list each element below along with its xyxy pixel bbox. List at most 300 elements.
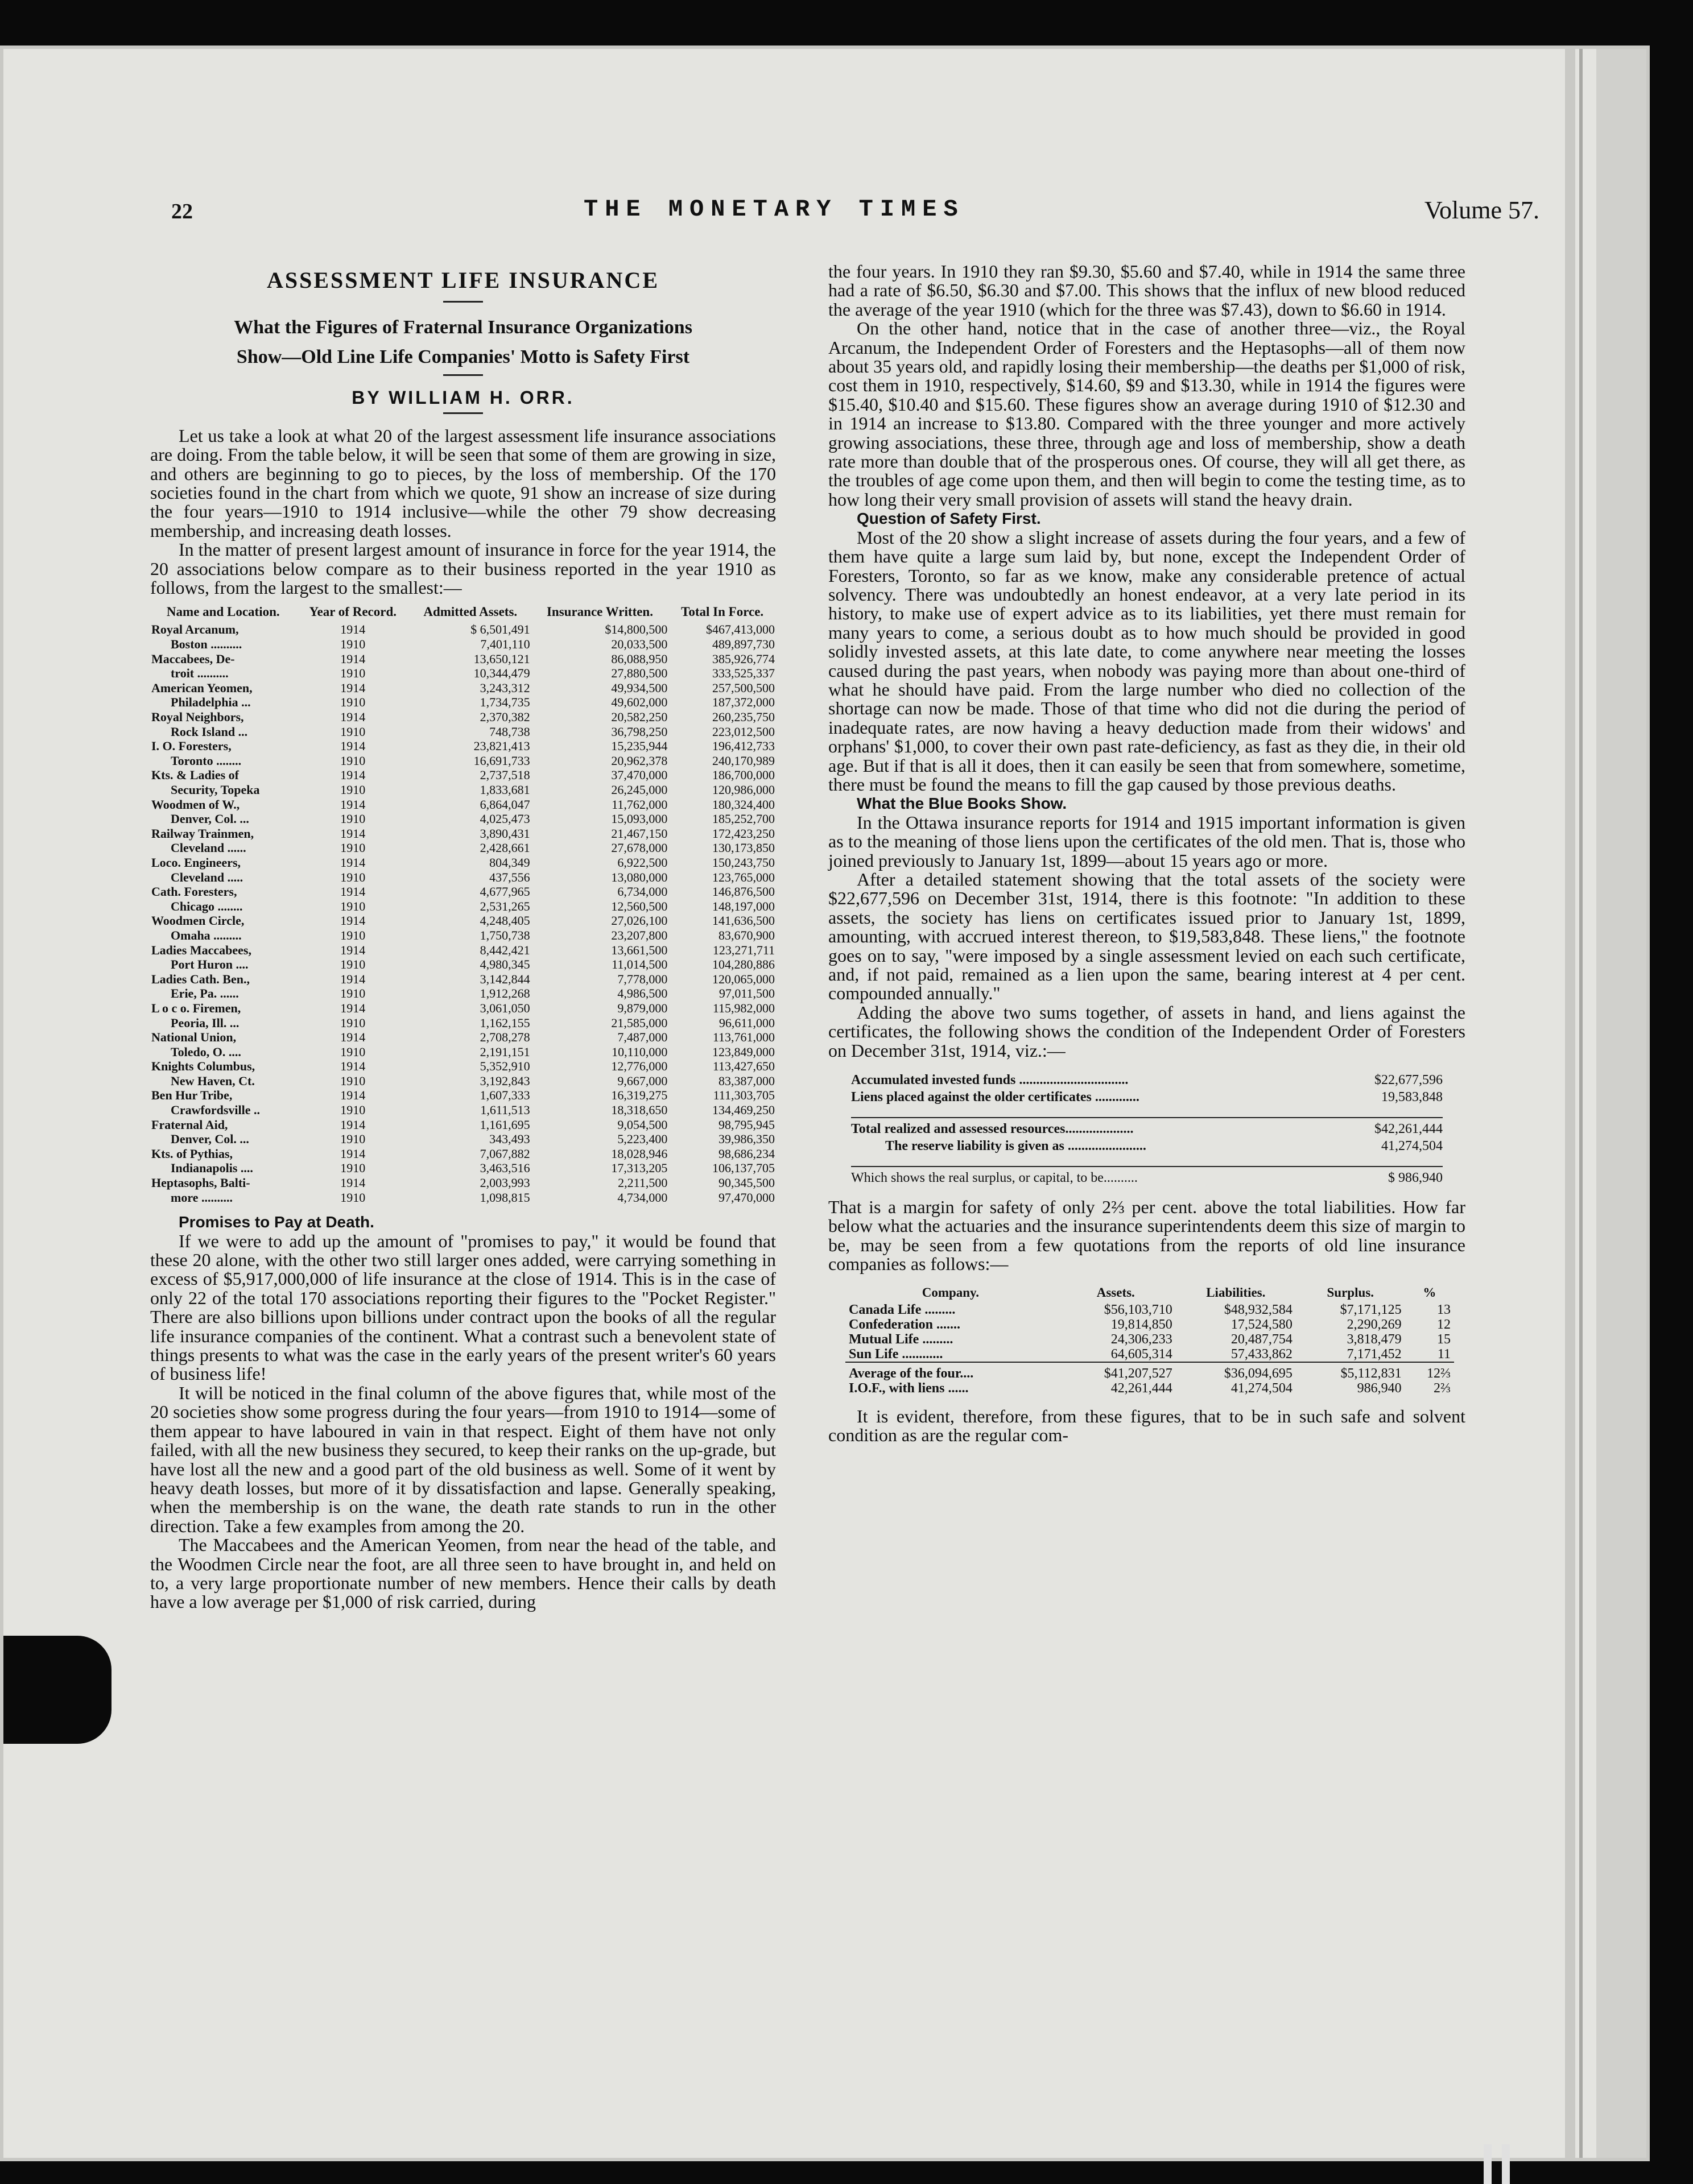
statement-row (851, 1072, 1443, 1089)
cell-force: 187,372,000 (712, 695, 775, 710)
article-subtitle-1: What the Figures of Fraternal Insurance Organizations (234, 317, 692, 338)
iof-statement (851, 1072, 1443, 1186)
cell-force: 115,982,000 (712, 1000, 775, 1015)
cell-force: 106,137,705 (712, 1161, 775, 1176)
table-row (150, 666, 776, 681)
table-row (150, 928, 776, 943)
cell-name: Cleveland ...... (171, 841, 246, 855)
statement-value: $42,261,444 (1374, 1122, 1443, 1137)
cell-assets: 1,098,815 (480, 1190, 530, 1205)
cell-year: 1910 (340, 899, 366, 913)
cell-force: 123,849,000 (712, 1044, 775, 1059)
cell-assets: 2,737,518 (480, 768, 530, 783)
table-row (150, 899, 776, 914)
table-row (150, 972, 776, 987)
cell-company: Canada Life ......... (849, 1302, 956, 1317)
title-rule (443, 301, 483, 303)
table-row (845, 1381, 1454, 1396)
cell-written: 13,661,500 (611, 942, 668, 957)
statement-value: 19,583,848 (1381, 1090, 1443, 1105)
cell-assets: 437,556 (489, 870, 530, 884)
paragraph-intro: Let us take a look at what 20 of the largest assessment life insurance associations are doing. From the table below, it will be seen that some of them are growing in size, and others are beginning to go to pieces, by the loss of membership. Of the 170 societies found in the chart from which we quote, 91 show an increase of size during the four years—1910 to 1914 inclusive—while the other 79 show decreasing membership, and increasing death losses. (150, 425, 776, 541)
table-row (845, 1347, 1454, 1362)
col-header-surplus: Surplus. (1327, 1285, 1374, 1300)
statement-label: Liens placed against the older certificates ............. (851, 1090, 1139, 1105)
statement-row (851, 1089, 1443, 1106)
cell-company: I.O.F., with liens ...... (849, 1380, 969, 1396)
col-header-liabilities: Liabilities. (1206, 1285, 1266, 1300)
cell-assets: 343,493 (489, 1132, 530, 1147)
cell-year: 1910 (340, 637, 366, 652)
cell-assets: 1,734,735 (480, 695, 530, 710)
cell-force: 83,670,900 (719, 928, 775, 942)
cell-name: Boston .......... (171, 637, 242, 652)
col-header-assets: Admitted Assets. (423, 605, 518, 619)
cell-assets: 3,890,431 (480, 826, 530, 841)
table-row (150, 826, 776, 841)
paragraph-adding: Adding the above two sums together, of assets in hand, and liens against the certificates, the following shows the condition of the Independent Order of Foresters on December 31st, 1914, viz.:— (828, 1002, 1465, 1061)
cell-name: Woodmen of W., (151, 797, 240, 812)
cell-name: Toronto ........ (171, 753, 242, 768)
cell-name: Omaha ......... (171, 928, 242, 942)
cell-force: 123,765,000 (712, 870, 775, 884)
table-row (150, 725, 776, 739)
table-row (150, 841, 776, 855)
statement-row (851, 1117, 1443, 1138)
paragraph-footnote: After a detailed statement showing that the total assets of the society were $22,677,596 on December 31st, 1914, there is this footnote: "In addition to these assets, the society has liens on certificates issued prior to January 1st, 1899, amounting, with accrued interest thereon, to $19,583,848. These liens," the footnote goes on to say, "were imposed by a single assessment levied on each such certificate, and, if not paid, remained as a lien upon the same, bearing interest at 4 per cent. compounded annually." (828, 869, 1465, 1004)
table-row (150, 754, 776, 768)
cell-assets: 4,677,965 (480, 884, 530, 899)
table-row (845, 1332, 1454, 1347)
cell-percent: 11 (1437, 1346, 1451, 1362)
cell-assets: 748,738 (489, 724, 530, 739)
cell-percent: 15 (1437, 1331, 1451, 1347)
statement-label: Accumulated invested funds ................................ (851, 1073, 1129, 1088)
cell-year: 1910 (340, 841, 366, 855)
cell-name: Railway Trainmen, (151, 826, 254, 841)
cell-force: 120,986,000 (712, 783, 775, 797)
cell-force: 385,926,774 (712, 651, 775, 666)
cell-name: Royal Arcanum, (151, 622, 239, 637)
cell-written: 36,798,250 (611, 724, 668, 739)
cell-written: 86,088,950 (611, 651, 668, 666)
table-row (150, 695, 776, 710)
cell-name: Loco. Engineers, (151, 855, 241, 870)
cell-force: 185,252,700 (712, 812, 775, 826)
cell-year: 1910 (340, 870, 366, 884)
cell-assets: 7,401,110 (480, 637, 530, 652)
cell-assets: 13,650,121 (473, 651, 530, 666)
cell-name: Crawfordsville .. (171, 1103, 261, 1118)
statement-value: 41,274,504 (1381, 1139, 1443, 1154)
cell-name: Knights Columbus, (151, 1059, 255, 1074)
cell-assets: 19,814,850 (1110, 1317, 1172, 1332)
cell-name: Maccabees, De- (151, 651, 235, 666)
cell-force: 172,423,250 (712, 826, 775, 841)
cell-written: 20,033,500 (611, 637, 668, 652)
cell-name: Chicago ........ (171, 899, 243, 913)
cell-written: 5,223,400 (617, 1132, 668, 1147)
old-line-companies-table (845, 1285, 1454, 1396)
cell-year: 1914 (340, 680, 366, 695)
table-row (150, 870, 776, 885)
table-row (845, 1302, 1454, 1317)
cell-written: 7,778,000 (617, 971, 668, 986)
col-header-percent: % (1423, 1285, 1436, 1300)
byline-rule (443, 412, 483, 414)
cell-force: 113,761,000 (712, 1030, 775, 1045)
cell-written: 17,313,205 (611, 1161, 668, 1176)
cell-force: 223,012,500 (712, 724, 775, 739)
cell-assets: $41,207,527 (1056, 1362, 1176, 1381)
cell-year: 1914 (340, 797, 366, 812)
cell-percent: 13 (1437, 1302, 1451, 1317)
cell-company: Sun Life ............ (849, 1346, 943, 1362)
cell-year: 1910 (340, 1132, 366, 1147)
cell-force: 196,412,733 (712, 739, 775, 754)
cell-assets: 4,025,473 (480, 812, 530, 826)
paragraph-ottawa: In the Ottawa insurance reports for 1914 and 1915 important information is given as to the meaning of those liens upon the certificates of the old men. That is, those who joined previously to January 1st, 1899—about 15 years ago or more. (828, 812, 1465, 871)
cell-force: 186,700,000 (712, 768, 775, 783)
cell-assets: 2,003,993 (480, 1176, 530, 1190)
paragraph-maccabees: The Maccabees and the American Yeomen, from near the head of the table, and the Woodmen Circle near the foot, are all three seen to have brought in, and held on to, a very large proportionate number of new members. Hence their calls by death have a low average per $1,000 of risk carried, during (150, 1534, 776, 1612)
cell-year: 1910 (340, 1044, 366, 1059)
cell-assets: 4,248,405 (480, 913, 530, 928)
paragraph-promises: If we were to add up the amount of "promises to pay," it would be found that these 20 alone, with the other two still larger ones added, were carrying something in excess of $5,917,000,000 of life insurance at the close of 1914. This is in the case of only 22 of the total 170 associations reporting their figures to the "Pocket Register." There are also billions upon billions under contract upon the books of all the regular life insurance companies of the continent. What a contrast such a benevolent state of things presents to what was the case in the early years of the present writer's 60 years of business life! (150, 1230, 776, 1384)
page-gutter-shadow (1565, 49, 1575, 2158)
statement-value: $ 986,940 (1388, 1170, 1443, 1186)
cell-written: 11,014,500 (612, 957, 668, 972)
paragraph-other-three: On the other hand, notice that in the case of another three—viz., the Royal Arcanum, the Independent Order of Foresters and the Heptasophs—all of them now about 35 years old, and rapidly losing their membership—the deaths per $1,000 of risk, cost them in 1910, respectively, $14.60, $9 and $13.30, while in 1914 the figures were $15.40, $10.40 and $15.60. These figures show an average during 1910 of $12.30 and in 1914 an increase to $13.80. Compared with the three younger and more actively growing associations, these three, through age and loss of membership, show a death rate more than double that of the prosperous ones. Of course, they will all get there, as the troubles of age come upon them, and then will begin to come the testing time, as to how long their very small provision of assets will stand the heavy drain. (828, 318, 1465, 510)
cell-force: 113,427,650 (712, 1059, 775, 1074)
cell-written: 49,602,000 (611, 695, 668, 710)
cell-year: 1914 (340, 1059, 366, 1074)
cell-percent: 2⅔ (1434, 1380, 1451, 1396)
table-row (150, 652, 776, 667)
cell-name: more .......... (171, 1190, 233, 1205)
cell-written: 11,762,000 (612, 797, 668, 812)
cell-written: 12,776,000 (611, 1059, 668, 1074)
cell-surplus: 2,290,269 (1347, 1317, 1402, 1332)
table-row (150, 797, 776, 812)
cell-written: 26,245,000 (611, 783, 668, 797)
cell-assets: 1,833,681 (480, 783, 530, 797)
cell-name: American Yeomen, (151, 680, 253, 695)
cell-name: National Union, (151, 1030, 237, 1045)
running-header (163, 196, 1539, 230)
cell-name: Ladies Maccabees, (151, 942, 251, 957)
table-row (150, 739, 776, 754)
cell-year: 1910 (340, 724, 366, 739)
journal-title: THE MONETARY TIMES (584, 196, 965, 223)
societies-table-body (150, 622, 776, 1205)
table-row (845, 1317, 1454, 1332)
cell-assets: 6,864,047 (480, 797, 530, 812)
cell-liabilities: 41,274,504 (1230, 1380, 1293, 1396)
cell-force: 257,500,500 (712, 680, 775, 695)
statement-label: Which shows the real surplus, or capital, to be.......... (851, 1170, 1138, 1186)
cell-name: Cleveland ..... (171, 870, 243, 884)
cell-assets: 1,607,333 (480, 1088, 530, 1103)
cell-written: 37,470,000 (611, 768, 668, 783)
cell-year: 1910 (340, 1015, 366, 1030)
cell-force: 260,235,750 (712, 710, 775, 725)
cell-assets: 3,192,843 (480, 1073, 530, 1088)
cell-force: 39,986,350 (719, 1132, 775, 1147)
cell-surplus: 986,940 (1357, 1380, 1402, 1396)
cell-force: 96,611,000 (719, 1015, 775, 1030)
table-row (150, 1001, 776, 1016)
cell-assets: 1,161,695 (480, 1117, 530, 1132)
cell-written: 9,054,500 (617, 1117, 668, 1132)
cell-company: Mutual Life ......... (849, 1331, 953, 1347)
paragraph-comparison: In the matter of present largest amount of insurance in force for the year 1914, the 20 associations below compare as to their business reported in the year 1910 as follows, from the largest to the smallest:— (150, 539, 776, 598)
paragraph-conclusion: It is evident, therefore, from these figures, that to be in such safe and solvent condition as are the regular com- (828, 1405, 1465, 1446)
cell-name: Fraternal Aid, (151, 1117, 228, 1132)
table-header-row (845, 1285, 1454, 1302)
cell-written: 4,734,000 (617, 1190, 668, 1205)
cell-force: 180,324,400 (712, 797, 775, 812)
table-row (150, 710, 776, 725)
cell-assets: 7,067,882 (480, 1146, 530, 1161)
cell-force: 148,197,000 (712, 899, 775, 913)
cell-assets: 3,463,516 (480, 1161, 530, 1176)
film-edge-mark (1502, 2144, 1510, 2184)
cell-force: 97,470,000 (719, 1190, 775, 1205)
cell-name: Security, Topeka (171, 783, 260, 797)
cell-year: 1914 (340, 651, 366, 666)
film-edge-mark (1484, 2144, 1492, 2184)
table-row (150, 1118, 776, 1132)
article-title: ASSESSMENT LIFE INSURANCE (267, 267, 659, 293)
cell-year: 1914 (340, 855, 366, 870)
cell-force: 130,173,850 (712, 841, 775, 855)
table-row (150, 1030, 776, 1045)
cell-assets: 1,611,513 (480, 1103, 530, 1118)
table-header-row (150, 605, 776, 622)
table-row (150, 812, 776, 826)
cell-assets: 3,061,050 (480, 1000, 530, 1015)
paragraph-margin: That is a margin for safety of only 2⅔ per cent. above the total liabilities. How far below what the actuaries and the insurance superintendents deem this size of margin to be, may be seen from a few quotations from the reports of old line insurance companies as follows:— (828, 1197, 1465, 1275)
col-header-company: Company. (922, 1285, 980, 1300)
table-row (150, 1190, 776, 1205)
page-number: 22 (171, 200, 193, 224)
societies-table (150, 605, 776, 1205)
table-row (150, 943, 776, 958)
cell-year: 1910 (340, 695, 366, 710)
cell-written: 23,207,800 (611, 928, 668, 942)
cell-force: 98,795,945 (719, 1117, 775, 1132)
cell-force: 90,345,500 (719, 1176, 775, 1190)
cell-assets: 2,428,661 (480, 841, 530, 855)
old-line-table-body (845, 1302, 1454, 1396)
cell-force: 146,876,500 (712, 884, 775, 899)
cell-year: 1914 (340, 1030, 366, 1045)
cell-year: 1914 (340, 1117, 366, 1132)
cell-year: 1910 (340, 812, 366, 826)
cell-assets: 24,306,233 (1110, 1331, 1172, 1347)
table-row (845, 1362, 1454, 1381)
cell-written: 18,318,650 (611, 1103, 668, 1118)
table-row (150, 681, 776, 696)
cell-name: Philadelphia ... (171, 695, 251, 710)
cell-year: 1910 (340, 783, 366, 797)
cell-name: Peoria, Ill. ... (171, 1015, 240, 1030)
cell-force: 333,525,337 (712, 666, 775, 681)
cell-year: 1910 (340, 1190, 366, 1205)
cell-written: 15,093,000 (611, 812, 668, 826)
cell-liabilities: $36,094,695 (1176, 1362, 1296, 1381)
cell-name: Ben Hur Tribe, (151, 1088, 233, 1103)
table-row (150, 913, 776, 928)
cell-written: 27,880,500 (611, 666, 668, 681)
cell-assets: 2,370,382 (480, 710, 530, 725)
cell-assets: 16,691,733 (473, 753, 530, 768)
section-heading-promises: Promises to Pay at Death. (179, 1213, 374, 1231)
cell-written: 18,028,946 (611, 1146, 668, 1161)
cell-liabilities: 17,524,580 (1230, 1317, 1293, 1332)
cell-year: 1910 (340, 986, 366, 1001)
cell-name: Indianapolis .... (171, 1161, 253, 1176)
cell-percent: 12⅔ (1405, 1362, 1454, 1381)
page-gutter-line (1579, 49, 1583, 2158)
cell-written: 49,934,500 (611, 680, 668, 695)
cell-year: 1910 (340, 1103, 366, 1118)
cell-name: Royal Neighbors, (151, 710, 244, 725)
cell-assets: 1,750,738 (480, 928, 530, 942)
cell-year: 1914 (340, 1088, 366, 1103)
cell-written: 27,678,000 (611, 841, 668, 855)
cell-name: Heptasophs, Balti- (151, 1176, 250, 1190)
cell-written: 27,026,100 (611, 913, 668, 928)
cell-assets: 10,344,479 (473, 666, 530, 681)
table-row (150, 1088, 776, 1103)
statement-value: $22,677,596 (1374, 1073, 1443, 1088)
cell-assets: 5,352,910 (480, 1059, 530, 1074)
table-row (150, 768, 776, 783)
cell-year: 1914 (340, 884, 366, 899)
section-heading-safety: Question of Safety First. (857, 510, 1041, 528)
cell-year: 1914 (340, 913, 366, 928)
cell-year: 1914 (340, 942, 366, 957)
paragraph-final-column: It will be noticed in the final column of the above figures that, while most of the 20 societies show some progress during the four years—from 1910 to 1914—some of them appear to have laboured in vain in that respect. Eight of them have not only failed, with all the new business they secured, to keep their ranks on the up-grade, but have lost all the new and a good part of the old business as well. Some of it went by heavy death losses, but more of it by dissatisfaction and lapse. Generally speaking, when the membership is on the wane, the death rate stands to run in the other direction. Take a few examples from among the 20. (150, 1382, 776, 1536)
cell-name: Ladies Cath. Ben., (151, 971, 250, 986)
cell-name: Cath. Foresters, (151, 884, 237, 899)
cell-name: I. O. Foresters, (151, 739, 232, 754)
cell-assets: 2,531,265 (480, 899, 530, 913)
cell-force: 83,387,000 (719, 1073, 775, 1088)
cell-written: $14,800,500 (605, 622, 668, 637)
cell-force: 98,686,234 (719, 1146, 775, 1161)
cell-force: 123,271,711 (712, 942, 775, 957)
cell-year: 1914 (340, 768, 366, 783)
cell-force: 134,469,250 (712, 1103, 775, 1118)
cell-assets: 2,191,151 (480, 1044, 530, 1059)
cell-name: New Haven, Ct. (171, 1073, 255, 1088)
cell-name: Port Huron .... (171, 957, 249, 972)
cell-company: Confederation ....... (849, 1317, 960, 1332)
cell-assets: 3,142,844 (480, 971, 530, 986)
statement-label: Total realized and assessed resources.................... (851, 1122, 1134, 1137)
cell-written: 15,235,944 (611, 739, 668, 754)
col-header-assets: Assets. (1096, 1285, 1135, 1300)
cell-written: 12,560,500 (611, 899, 668, 913)
cell-force: $467,413,000 (706, 622, 775, 637)
table-row (150, 986, 776, 1001)
table-row (150, 1103, 776, 1118)
cell-written: 6,734,000 (617, 884, 668, 899)
table-row (150, 1147, 776, 1161)
table-row (150, 855, 776, 870)
cell-assets: 2,708,278 (480, 1030, 530, 1045)
article-subtitle-2: Show—Old Line Life Companies' Motto is Safety First (236, 346, 690, 368)
cell-surplus: 3,818,479 (1347, 1331, 1402, 1347)
magazine-page (0, 46, 1650, 2161)
cell-name: Erie, Pa. ...... (171, 986, 239, 1001)
volume-label: Volume 57. (1424, 196, 1539, 224)
table-row (150, 1059, 776, 1074)
right-column (828, 262, 1465, 1445)
cell-year: 1914 (340, 1176, 366, 1190)
cell-assets: $56,103,710 (1104, 1302, 1172, 1317)
cell-written: 4,986,500 (617, 986, 668, 1001)
cell-assets: 23,821,413 (473, 739, 530, 754)
facing-page-edge (1596, 49, 1650, 2158)
table-row (150, 957, 776, 972)
cell-year: 1910 (340, 957, 366, 972)
cell-force: 120,065,000 (712, 971, 775, 986)
cell-year: 1910 (340, 1073, 366, 1088)
cell-assets: 3,243,312 (480, 680, 530, 695)
table-row (150, 1074, 776, 1089)
cell-name: Kts. of Pythias, (151, 1146, 233, 1161)
cell-assets: 804,349 (489, 855, 530, 870)
cell-liabilities: $48,932,584 (1224, 1302, 1293, 1317)
table-row (150, 1045, 776, 1060)
cell-year: 1910 (340, 753, 366, 768)
cell-year: 1910 (340, 1161, 366, 1176)
scanner-thumb-shadow (3, 1636, 112, 1744)
table-row (150, 884, 776, 899)
cell-name: L o c o. Firemen, (151, 1000, 241, 1015)
cell-year: 1914 (340, 1146, 366, 1161)
cell-surplus: $5,112,831 (1296, 1362, 1405, 1381)
cell-force: 97,011,500 (719, 986, 775, 1001)
cell-liabilities: 57,433,862 (1230, 1346, 1293, 1362)
cell-year: 1910 (340, 928, 366, 942)
section-heading-blue-books: What the Blue Books Show. (857, 795, 1067, 813)
cell-year: 1914 (340, 971, 366, 986)
cell-name: Rock Island ... (171, 724, 248, 739)
cell-assets: 4,980,345 (480, 957, 530, 972)
col-header-year: Year of Record. (309, 605, 397, 619)
cell-year: 1914 (340, 739, 366, 754)
col-header-force: Total In Force. (681, 605, 764, 619)
cell-force: 240,170,989 (712, 753, 775, 768)
cell-written: 9,667,000 (617, 1073, 668, 1088)
subtitle-rule (443, 374, 483, 376)
cell-written: 13,080,000 (611, 870, 668, 884)
cell-name: Denver, Col. ... (171, 812, 249, 826)
table-row (150, 637, 776, 652)
cell-year: 1914 (340, 826, 366, 841)
cell-name: troit .......... (171, 666, 229, 681)
cell-year: 1910 (340, 666, 366, 681)
byline: BY WILLIAM H. ORR. (352, 387, 575, 408)
cell-percent: 12 (1437, 1317, 1451, 1332)
cell-name: Kts. & Ladies of (151, 768, 239, 783)
cell-assets: 8,442,421 (480, 942, 530, 957)
